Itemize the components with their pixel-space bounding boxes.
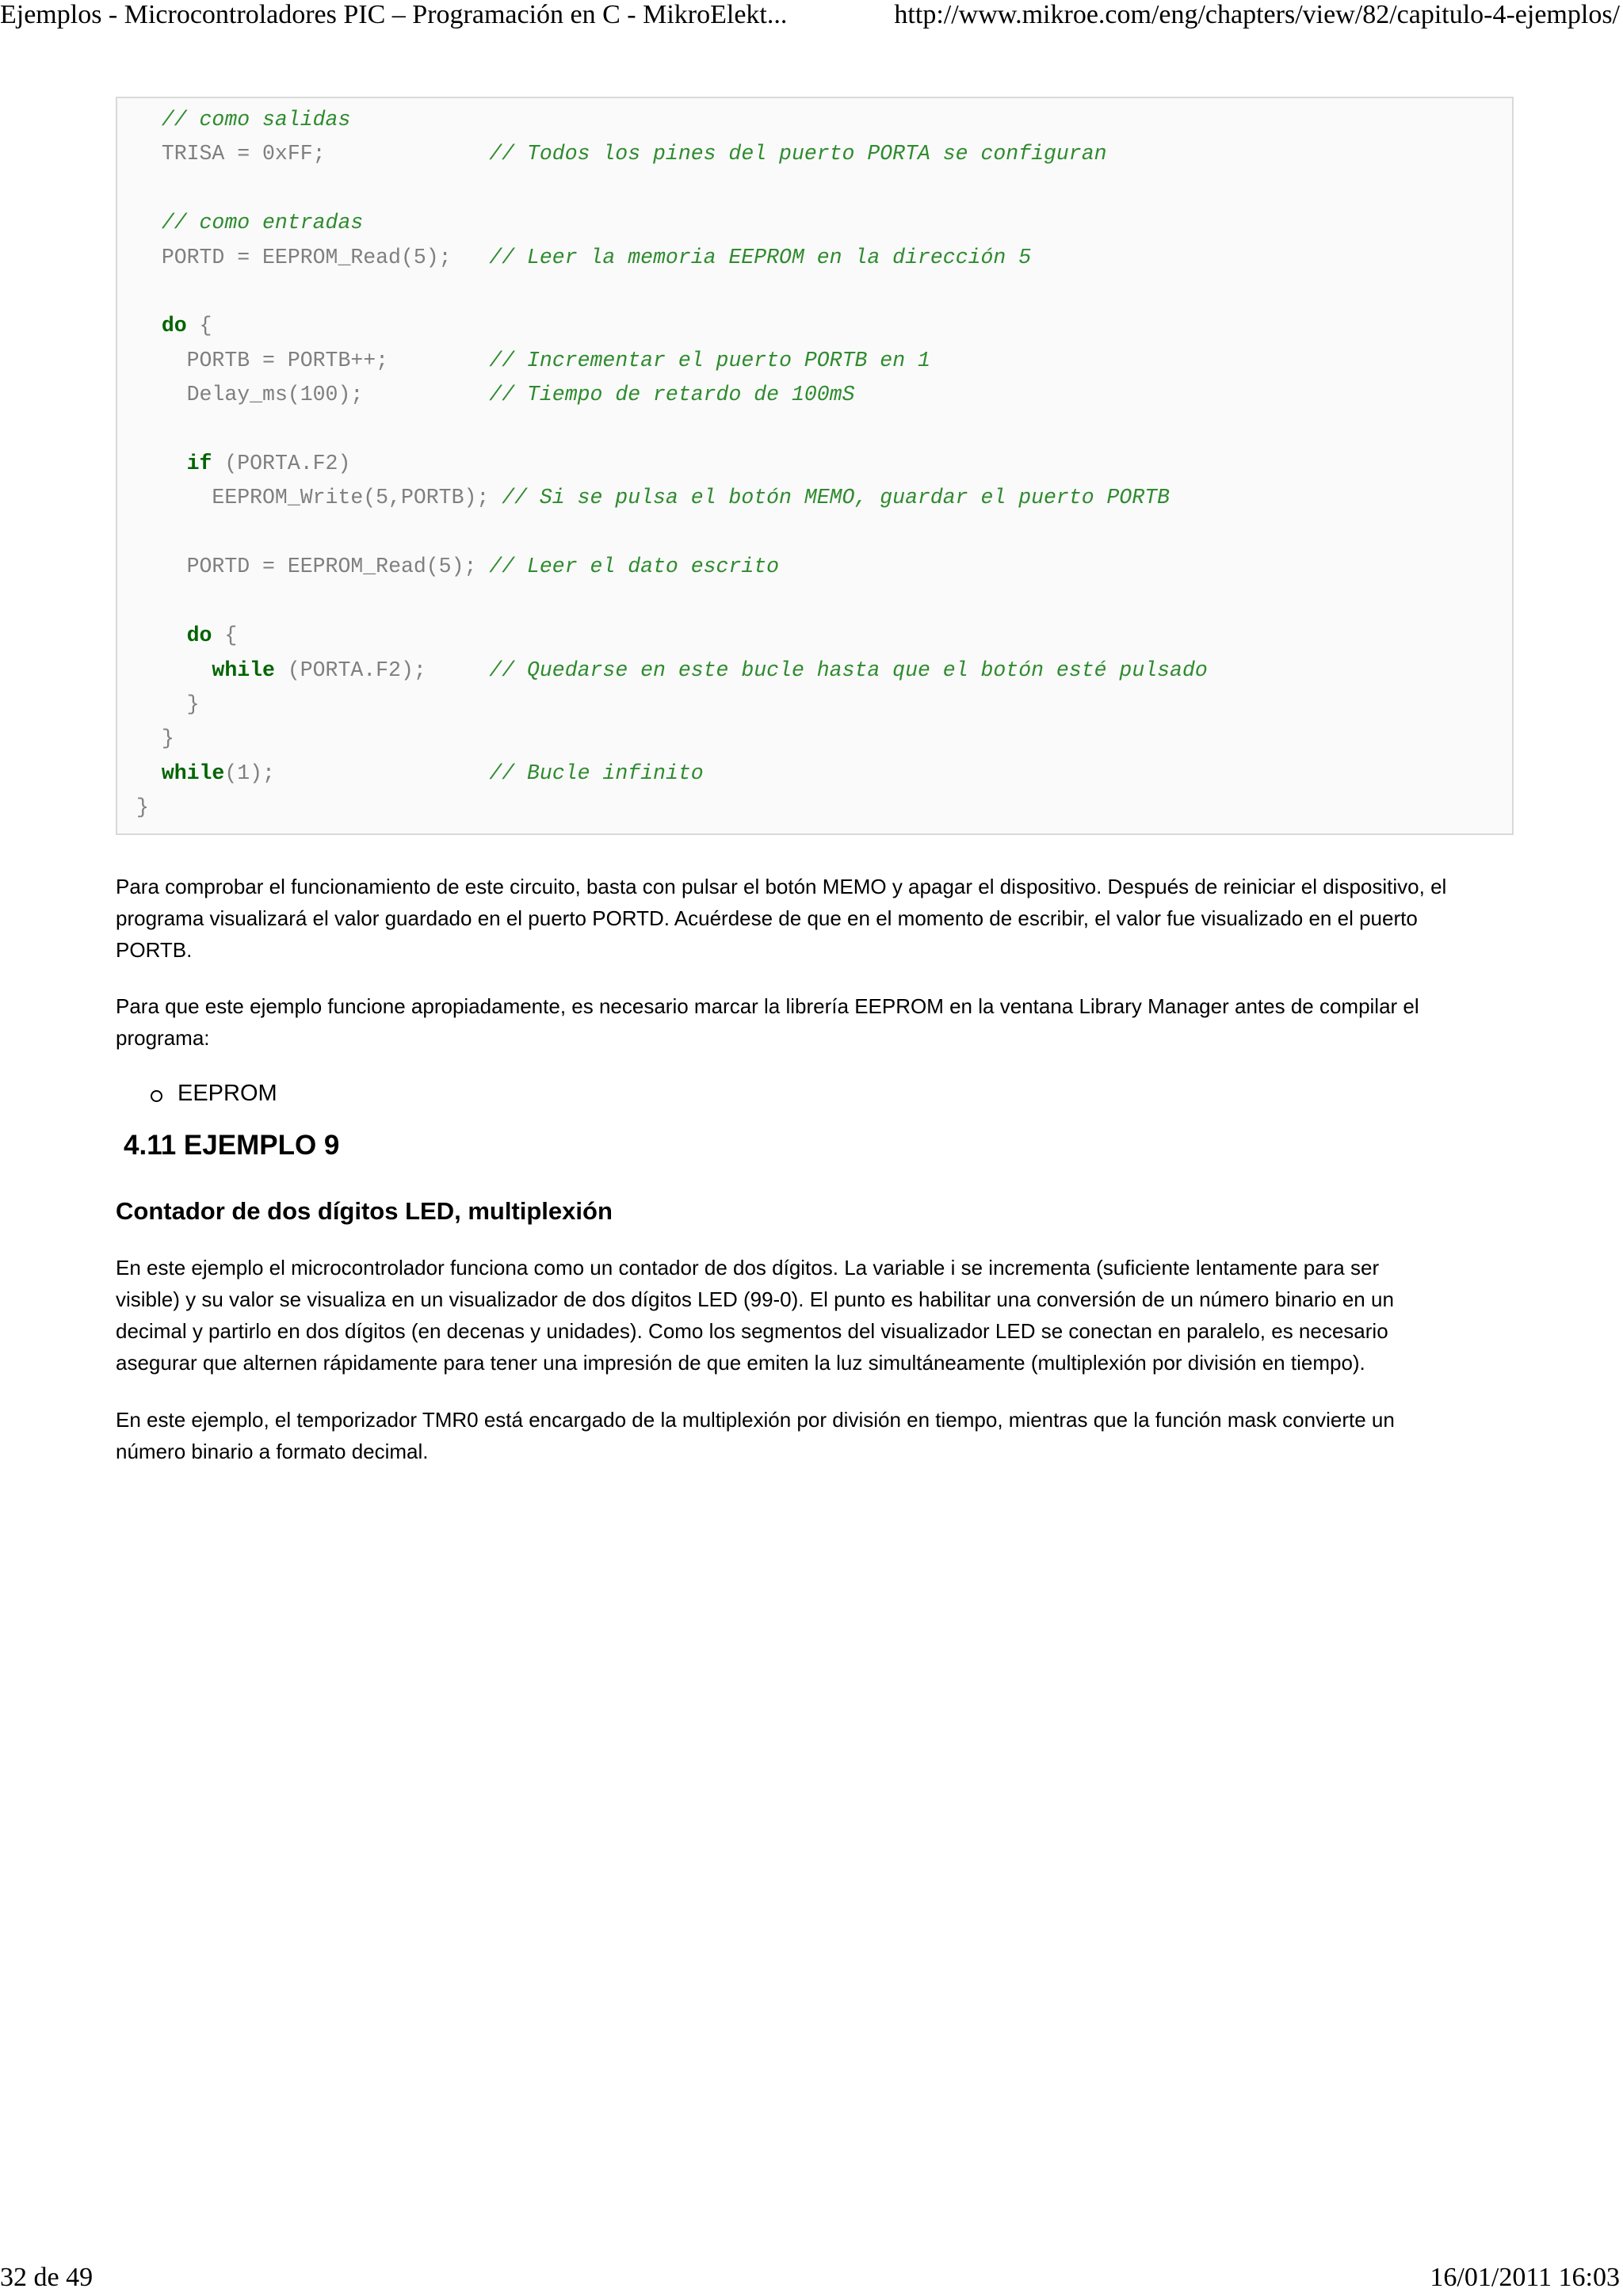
page-url: http://www.mikroe.com/eng/chapters/view/82/capitulo-4-ejemplos/	[894, 0, 1620, 29]
print-footer	[0, 2263, 1623, 2294]
code-keyword: while	[161, 761, 225, 785]
code-comment: // Leer el dato escrito	[489, 555, 780, 579]
code-text: {	[212, 624, 238, 648]
paragraph-library-note: Para que este ejemplo funcione apropiadamente, es necesario marcar la librería EEPROM en la ventana Library Manager antes de compilar el programa:	[116, 994, 1419, 1050]
code-listing	[136, 103, 1208, 826]
code-keyword: while	[212, 658, 275, 682]
code-text: EEPROM_Write(5,PORTB);	[212, 486, 490, 510]
paragraph-counter-description: En este ejemplo el microcontrolador funciona como un contador de dos dígitos. La variable i se incrementa (suficiente lentamente para ser visible) y su valor se visualiza en un visualizador de dos dígitos LED (99-0). El punto es habilitar una conversión de un número binario en un decimal y partirlo en dos dígitos (en decenas y unidades). Como los segmentos del visualizador LED se conectan en paralelo, es necesario asegurar que alternen rápidamente para tener una impresión de que emiten la luz simultáneamente (multiplexión por división en tiempo).	[116, 1256, 1394, 1375]
code-comment: // Incrementar el puerto PORTB en 1	[489, 348, 930, 372]
code-text: PORTD = EEPROM_Read(5);	[161, 245, 452, 269]
code-block	[116, 97, 1514, 835]
code-text: PORTB = PORTB++;	[186, 348, 389, 372]
code-text: PORTD = EEPROM_Read(5);	[186, 555, 477, 579]
code-keyword: do	[161, 314, 187, 338]
print-datetime: 16/01/2011 16:03	[1430, 2263, 1620, 2292]
section-heading: 4.11 EJEMPLO 9	[124, 1130, 340, 1161]
list-item-label: EEPROM	[178, 1081, 277, 1106]
code-text: }	[186, 692, 200, 716]
code-comment: // Quedarse en este bucle hasta que el botón esté pulsado	[489, 658, 1208, 682]
code-keyword: do	[186, 624, 212, 648]
code-comment: // como entradas	[161, 211, 364, 235]
code-comment: // Bucle infinito	[489, 761, 704, 785]
page-title: Ejemplos - Microcontroladores PIC – Programación en C - MikroElekt...	[0, 0, 788, 29]
code-text: }	[136, 795, 149, 820]
code-comment: // Si se pulsa el botón MEMO, guardar el puerto PORTB	[502, 486, 1170, 510]
code-comment: // Tiempo de retardo de 100mS	[489, 383, 855, 407]
code-keyword: if	[186, 452, 212, 476]
code-text: }	[161, 727, 174, 751]
code-text: {	[186, 314, 212, 338]
paragraph-tmr0-description: En este ejemplo, el temporizador TMR0 está encargado de la multiplexión por división en tiempo, mientras que la función mask convierte un número binario a formato decimal.	[116, 1408, 1395, 1463]
code-text: (PORTA.F2)	[212, 452, 351, 476]
code-text: TRISA = 0xFF;	[161, 142, 326, 166]
code-text: Delay_ms(100);	[186, 383, 364, 407]
code-text: (1);	[224, 761, 275, 785]
code-comment: // Leer la memoria EEPROM en la dirección 5	[489, 245, 1032, 269]
code-comment: // como salidas	[161, 108, 351, 132]
print-header	[0, 0, 1623, 32]
section-subheading: Contador de dos dígitos LED, multiplexión	[116, 1197, 613, 1225]
paragraph-test-circuit: Para comprobar el funcionamiento de este circuito, basta con pulsar el botón MEMO y apagar el dispositivo. Después de reiniciar el dispositivo, el programa visualizará el valor guardado en el puerto PORTD. Acuérdese de que en el momento de escribir, el valor fue visualizado en el puerto PORTB.	[116, 875, 1447, 962]
page-number: 32 de 49	[0, 2263, 94, 2292]
bullet-icon	[151, 1090, 162, 1102]
code-text: (PORTA.F2);	[274, 658, 426, 682]
code-comment: // Todos los pines del puerto PORTA se configuran	[489, 142, 1107, 166]
library-list	[151, 1077, 277, 1109]
list-item	[151, 1077, 277, 1109]
